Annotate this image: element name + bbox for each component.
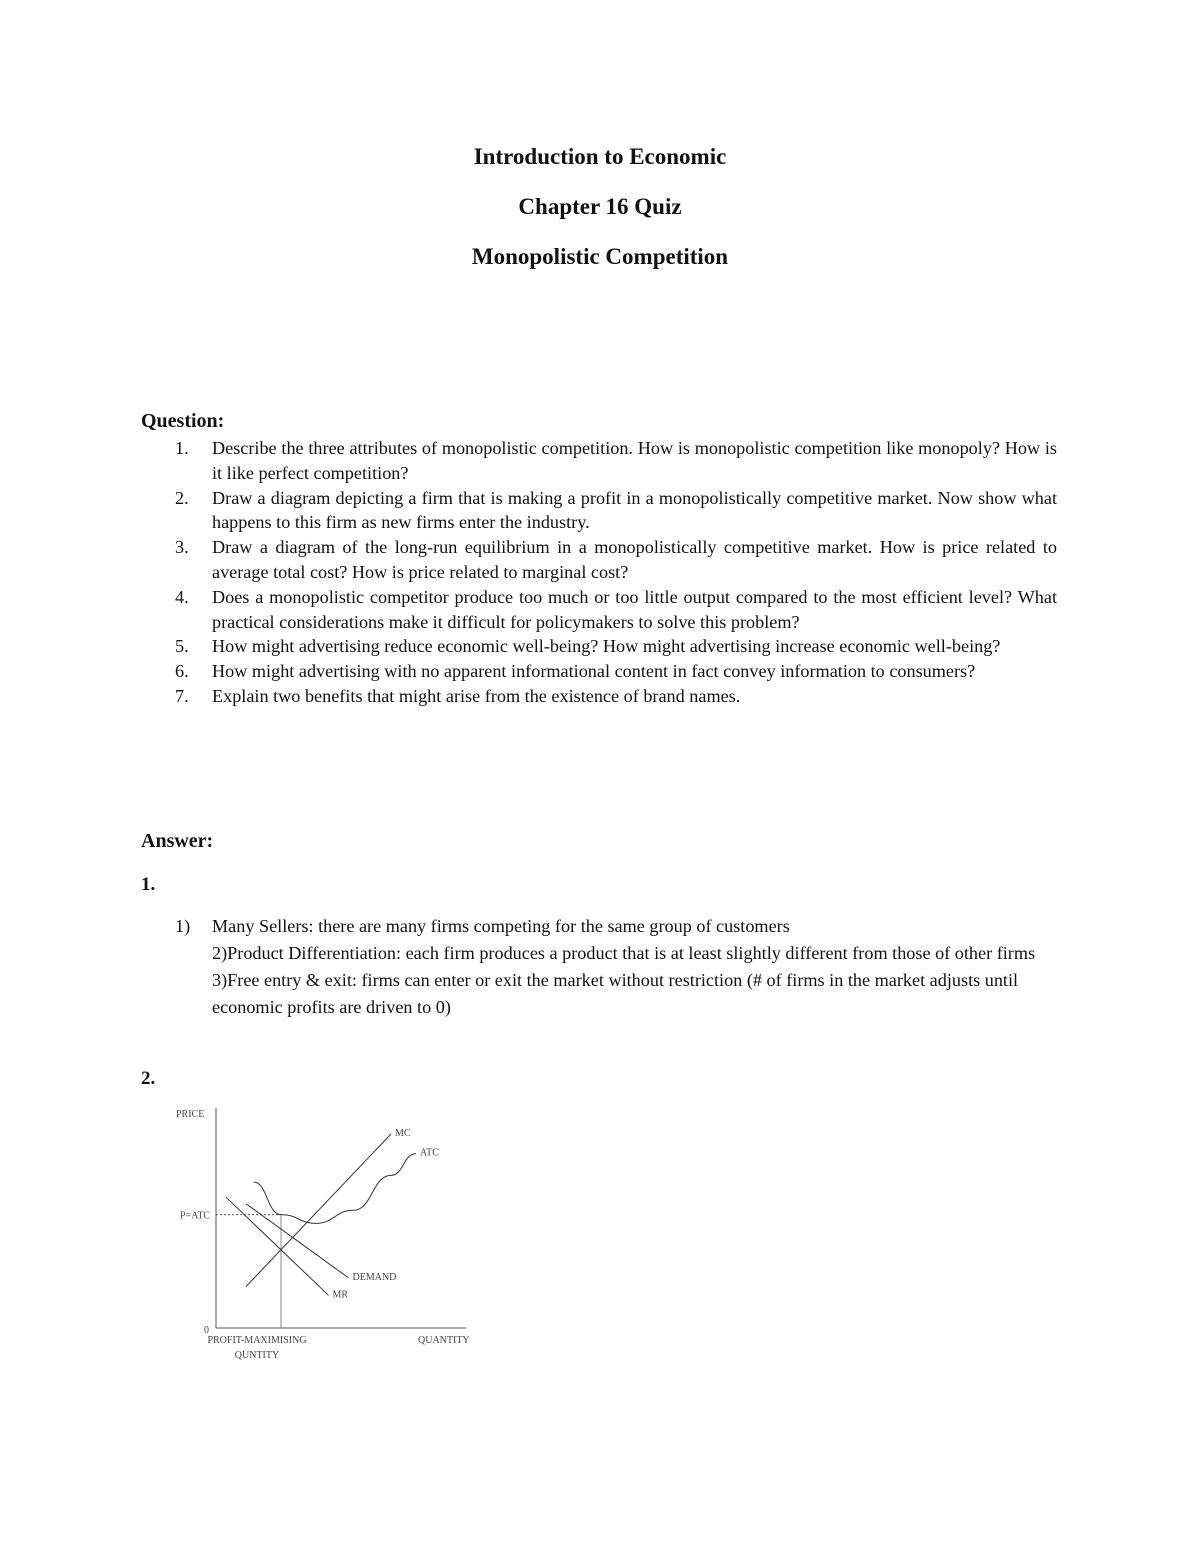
- quiz-title: Chapter 16 Quiz: [518, 194, 682, 219]
- question-number: 2.: [175, 487, 189, 508]
- answer-1-item: [141, 913, 1057, 1021]
- demand-curve: [246, 1204, 349, 1278]
- topic-title: Monopolistic Competition: [471, 244, 729, 269]
- question-number: 7.: [175, 685, 189, 706]
- question-text: How might advertising with no apparent informational content in fact convey information to consumers?: [212, 661, 976, 682]
- answer-1-line: 2)Product Differentiation: each firm produces a product that is at least slightly different from those of other firms: [212, 943, 1036, 963]
- origin-label: 0: [204, 1325, 209, 1336]
- question-number: 6.: [175, 661, 189, 682]
- answer-1-line: Many Sellers: there are many firms competing for the same group of customers: [212, 916, 790, 936]
- list-item: [141, 684, 1057, 709]
- atc-curve-label: ATC: [420, 1147, 439, 1159]
- mr-curve-label: MR: [332, 1289, 349, 1301]
- answer-1-number: 1.: [141, 874, 156, 895]
- atc-curve: [254, 1154, 417, 1224]
- question-number: 1.: [175, 438, 189, 458]
- x-axis-label: QUANTITY: [418, 1335, 470, 1346]
- question-text: Explain two benefits that might arise from the existence of brand names.: [212, 685, 741, 706]
- mc-curve-label: MC: [395, 1127, 411, 1139]
- list-item: [141, 486, 1057, 536]
- question-text: Does a monopolistic competitor produce too much or too little output compared to the most efficient level? What practical considerations make it difficult for policymakers to solve this problem?: [212, 586, 1057, 632]
- list-item: [141, 535, 1057, 585]
- question-number: 4.: [175, 586, 189, 607]
- list-item: [141, 634, 1057, 659]
- list-item: [141, 659, 1057, 684]
- quantity-label-line2: QUNTITY: [234, 1350, 280, 1361]
- list-item: [141, 585, 1057, 635]
- question-text: Draw a diagram depicting a firm that is making a profit in a monopolistically competitive market. Now show what happens to this firm as new firms enter the industry.: [212, 487, 1057, 533]
- answer-1-list: [141, 913, 1057, 1021]
- question-number: 3.: [175, 537, 189, 558]
- question-text: Describe the three attributes of monopolistic competition. How is monopolistic competition like monopoly? How is it like perfect competition?: [212, 438, 1057, 483]
- y-axis-label: PRICE: [176, 1109, 205, 1120]
- list-item: [141, 436, 1057, 486]
- answer-2-number: 2.: [141, 1068, 156, 1089]
- question-text: Draw a diagram of the long-run equilibrium in a monopolistically competitive market. How is price related to average total cost? How is price related to marginal cost?: [212, 537, 1057, 582]
- mc-curve: [246, 1134, 391, 1287]
- question-heading: Question:: [141, 410, 225, 432]
- answer-1-marker: 1): [175, 916, 191, 936]
- demand-curve-label: DEMAND: [352, 1271, 397, 1283]
- quantity-label-line1: PROFIT-MAXIMISING: [207, 1335, 307, 1346]
- monopolistic-competition-chart: [170, 1100, 480, 1375]
- question-number: 5.: [175, 636, 189, 657]
- question-list: [141, 436, 1057, 709]
- price-level-label: P=ATC: [180, 1210, 211, 1222]
- answer-heading: Answer:: [141, 830, 214, 852]
- question-text: How might advertising reduce economic well-being? How might advertising increase economic well-being?: [212, 636, 1001, 657]
- course-title: Introduction to Economic: [473, 144, 727, 169]
- mr-curve: [226, 1197, 329, 1295]
- answer-1-line: 3)Free entry & exit: firms can enter or exit the market without restriction (# of firms in the market adjusts until economic profits are driven to 0): [212, 970, 1019, 1017]
